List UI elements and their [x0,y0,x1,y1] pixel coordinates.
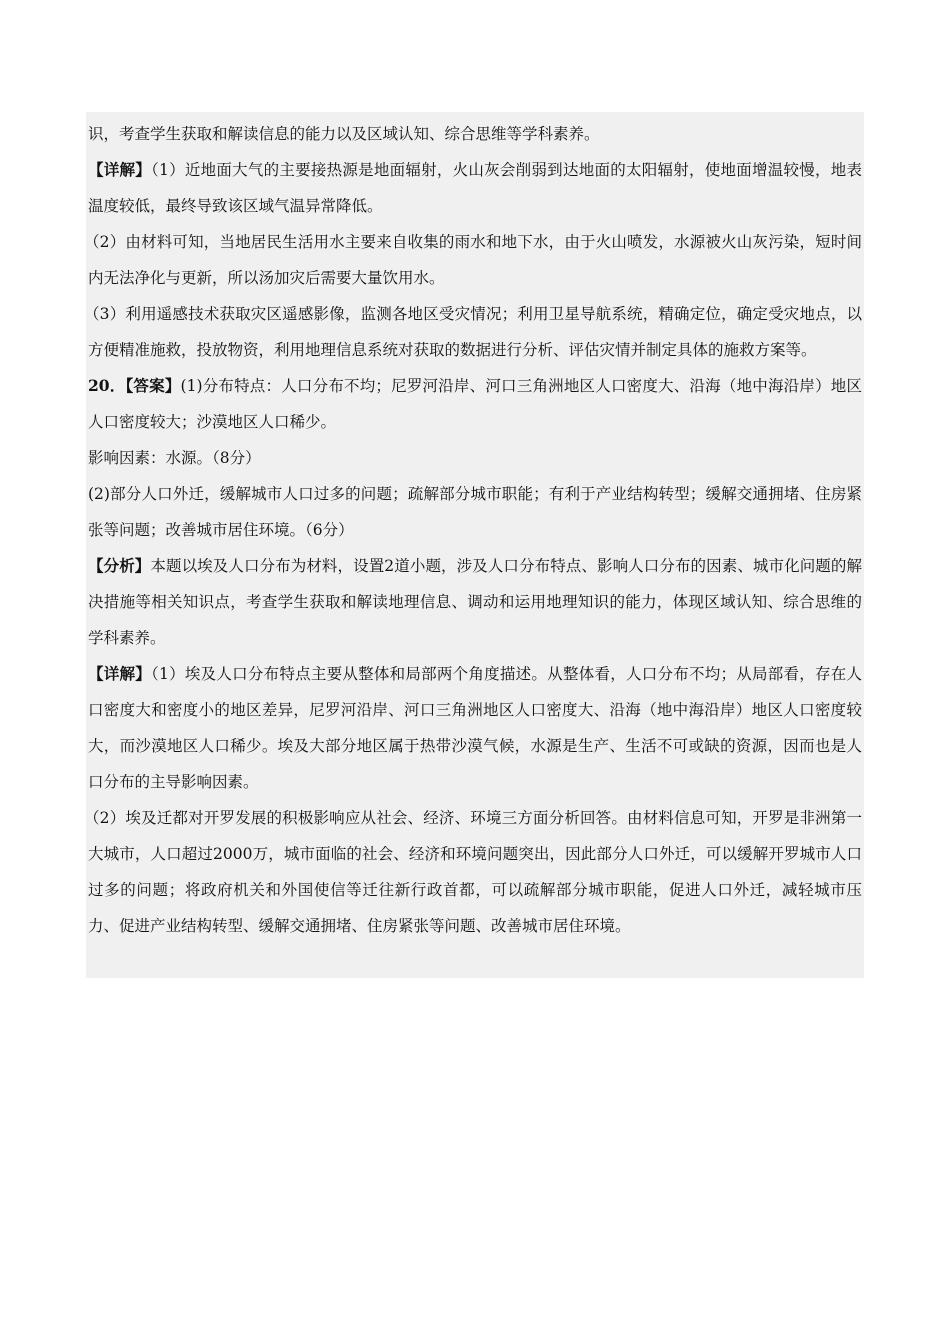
answer-block [86,112,864,978]
paragraph-text: （2）埃及迁都对开罗发展的积极影响应从社会、经济、环境三方面分析回答。由材料信息可知，开罗是非洲第一大城市，人口超过2000万，城市面临的社会、经济和环境问题突出，因此部分人口外迁，可以缓解开罗城市人口过多的问题；将政府机关和外国使信等迁往新行政首都，可以疏解部分城市职能，促进人口外迁，减轻城市压力、促进产业结构转型、缓解交通拥堵、住房紧张等问题、改善城市居住环境。 [84,809,862,935]
paragraph-text: （3）利用遥感技术获取灾区遥感影像，监测各地区受灾情况；利用卫星导航系统，精确定位，确定受灾地点，以方便精准施救，投放物资，利用地理信息系统对获取的数据进行分析、评估灾情并制定具体的施救方案等。 [84,305,862,359]
paragraph-text: 本题以埃及人口分布为材料，设置2道小题，涉及人口分布特点、影响人口分布的因素、城市化问题的解决措施等相关知识点，考查学生获取和解读地理信息、调动和运用地理知识的能力，体现区域认知、综合思维的学科素养。 [88,557,862,647]
paragraph-0 [88,116,862,152]
paragraph-tag: 【详解】 [88,664,152,683]
paragraph-9 [84,800,862,944]
paragraph-text: 识，考查学生获取和解读信息的能力以及区域认知、综合思维等学科素养。 [88,125,600,143]
paragraph-text: 影响因素：水源。（8分） [88,449,261,467]
paragraph-4 [88,368,862,440]
paragraph-text: （1）埃及人口分布特点主要从整体和局部两个角度描述。从整体看，人口分布不均；从局部看，存在人口密度大和密度小的地区差异，尼罗河沿岸、河口三角洲地区人口密度大、沿海（地中海沿岸）地区人口密度较大，而沙漠地区人口稀少。埃及大部分地区属于热带沙漠气候，水源是生产、生活不可或缺的资源，因而也是人口分布的主导影响因素。 [88,665,862,791]
paragraph-1 [88,152,862,224]
paragraph-5 [88,440,862,476]
paragraph-tag: 【分析】 [88,556,151,575]
paragraph-7 [88,548,862,656]
paragraph-3 [84,296,862,368]
paragraph-text: （2）由材料可知，当地居民生活用水主要来自收集的雨水和地下水，由于火山喷发，水源被火山灰污染，短时间内无法净化与更新，所以汤加灾后需要大量饮用水。 [84,233,862,287]
paragraph-text: （1）近地面大气的主要接热源是地面辐射，火山灰会削弱到达地面的太阳辐射，使地面增温较慢，地表温度较低，最终导致该区域气温异常降低。 [88,161,862,215]
paragraph-text: (2)部分人口外迁，缓解城市人口过多的问题；疏解部分城市职能；有利于产业结构转型；缓解交通拥堵、住房紧张等问题；改善城市居住环境。（6分） [88,485,862,539]
paragraph-6 [88,476,862,548]
paragraph-8 [88,656,862,800]
paragraph-2 [84,224,862,296]
paragraph-tag: 【详解】 [88,160,152,179]
paragraph-text: (1)分布特点：人口分布不均；尼罗河沿岸、河口三角洲地区人口密度大、沿海（地中海沿岸）地区人口密度较大；沙漠地区人口稀少。 [88,377,862,431]
paragraph-tag: 20．【答案】 [88,376,181,395]
